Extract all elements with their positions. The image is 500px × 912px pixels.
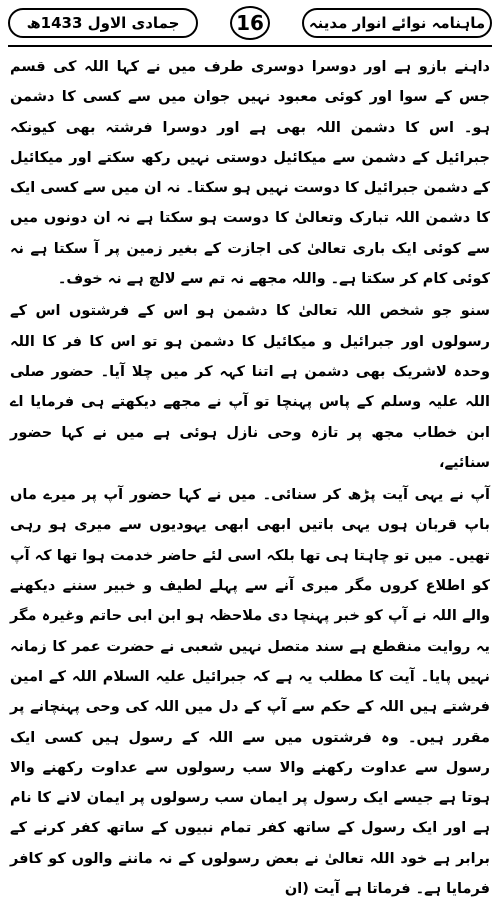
paragraph-2: سنو جو شخص اللہ تعالیٰ کا دشمن ہو اس کے فرشتوں اس کے رسولوں اور جبرائیل و میکائیل کا دشمن ہو تو اس کا فر کا اللہ وحدہ لاشریک بھی دشمن ہے اتنا کہہ کر میں چلا آیا۔ حضور صلی اللہ علیہ وسلم کے پاس پہنچا تو آپ نے مجھے دیکھتے ہی فرمایا اے ابن خطاب مجھ پر تازہ وحی نازل ہوئی ہے میں نے کہا حضور سنائیے، — [10, 303, 490, 471]
article-body — [10, 52, 490, 904]
paragraph-3: آپ نے یہی آیت پڑھ کر سنائی۔ میں نے کہا حضور آپ پر میرے ماں باپ قربان ہوں یہی باتیں ابھی ابھی یہودیوں سے میری ہو رہی تھیں۔ میں تو چاہتا ہی تھا بلکہ اسی لئے حاضر خدمت ہوا تھا کہ آپ کو اطلاع کروں مگر میری آنے سے پہلے لطیف و خبیر سننے دیکھنے والے اللہ نے آپ کو خبر پہنچا دی ملاحظہ ہو ابن ابی حاتم وغیرہ مگر یہ روایت منقطع ہے سند متصل نہیں شعبی نے حضرت عمر کا زمانہ نہیں پایا۔ آیت کا مطلب یہ ہے کہ جبرائیل علیہ السلام اللہ کے امین فرشتے ہیں اللہ کے حکم سے آپ کے دل میں اللہ کی وحی پہنچانے پر مقرر ہیں۔ وہ فرشتوں میں سے اللہ کے رسول ہیں کسی ایک رسول سے عداوت رکھنے والا سب رسولوں سے عداوت رکھنے والا ہوتا ہے جیسے ایک رسول پر ایمان سب رسولوں پر ایمان لانے کا نام ہے اور ایک رسول کے ساتھ کفر تمام نبیوں کے ساتھ کفر کرنے کے برابر ہے خود اللہ تعالیٰ نے بعض رسولوں کے نہ ماننے والوں کو کافر فرمایا ہے۔ فرماتا ہے آیت (ان — [10, 487, 490, 898]
magazine-title: ماہنامہ نوائے انوار مدینہ — [302, 8, 492, 38]
paragraph-1: داہنے بازو ہے اور دوسرا دوسری طرف میں نے کہا اللہ کی قسم جس کے سوا اور کوئی معبود نہیں جوان میں سے کسی کا دشمن ہو۔ اس کا دشمن اللہ بھی ہے اور دوسرا فرشتہ بھی کیونکہ جبرائیل کے دشمن سے میکائیل دوستی نہیں رکھ سکتے اور میکائیل کے دشمن جبرائیل کا دوست نہیں ہو سکتا۔ نہ ان میں سے کسی ایک کا دشمن اللہ تبارک وتعالیٰ کا دوست ہو سکتا ہے نہ ان دونوں میں سے کوئی ایک باری تعالیٰ کی اجازت کے بغیر زمین پر آ سکتا ہے نہ کوئی کام کر سکتا ہے۔ واللہ مجھے نہ تم سے لالچ ہے نہ خوف۔ — [10, 59, 490, 288]
page-header — [8, 6, 492, 40]
issue-date-label: جمادی الاول 1433ھ — [8, 8, 198, 38]
page-number: 16 — [230, 6, 270, 40]
header-divider — [8, 45, 492, 47]
